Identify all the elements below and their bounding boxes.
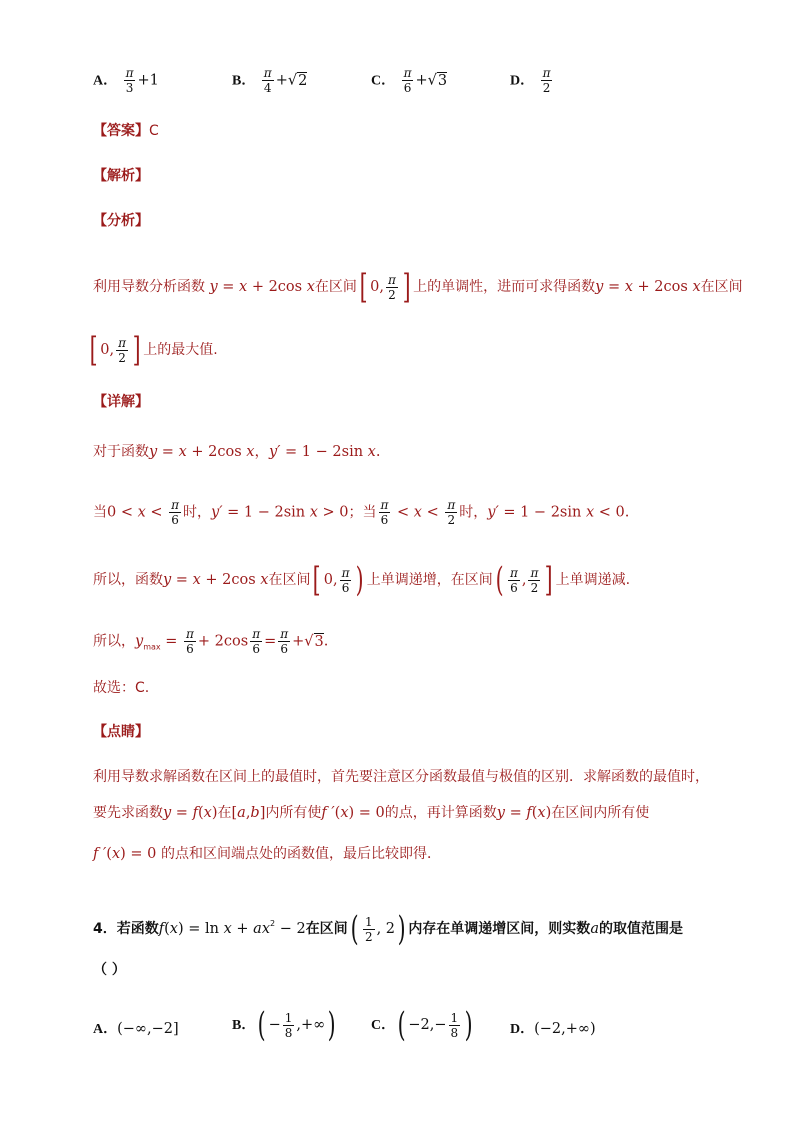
question-4-stem: 4．若函数$f(x) = \ln x + ax^2 - 2$在区间( $\frac{1}{2}$ , 2) 内存在单调递增区间，则实数a的取值范围是 [93, 909, 683, 949]
fenxi-header: 【分析】 [93, 213, 149, 229]
option-c: C． $\frac{\pi}{6}$ +√3 [371, 66, 448, 95]
analysis-header: 【解析】 [93, 168, 149, 184]
detail-line-2: 当0 < x < $\frac{\pi}{6}$ 时，y′ = 1 − 2sin x > 0；当 $\frac{\pi}{6}$ < x < $\frac{\pi}{2}$ 时，y′ = 1 − 2sin x < 0. [93, 498, 630, 527]
dianjing-header: 【点睛】 [93, 724, 149, 740]
question-4-paren: （ ） [93, 962, 126, 978]
detail-line-4: 所以，$y_{max}$ = $\frac{\pi}{6}$ + 2cos $\frac{\pi}{6}$ = $\frac{\pi}{6}$ +√3. [93, 627, 329, 656]
answer-label: 【答案】 [93, 123, 149, 139]
detail-header: 【详解】 [93, 394, 149, 410]
q4-option-c: C．( −2,− $\frac{1}{8}$ ) [371, 1005, 473, 1045]
dianjing-line-1: 利用导数求解函数在区间上的最值时，首先要注意区分函数最值与极值的区别．求解函数的最值时， [93, 769, 709, 785]
detail-line-1: 对于函数y = x + 2cos x，y′ = 1 − 2sin x. [93, 444, 381, 460]
q4-option-a: A．(−∞,−2] [93, 1021, 179, 1037]
option-b: B． $\frac{\pi}{4}$ +√2 [232, 66, 308, 95]
conclusion: 故选：C. [93, 680, 150, 696]
dianjing-line-3: f ′(x) = 0 的点和区间端点处的函数值，最后比较即得． [93, 846, 441, 862]
fenxi-line-2: [ 0, $\frac{\pi}{2}$ ] 上的最大值. [89, 330, 218, 370]
option-d: D． $\frac{\pi}{2}$ [510, 66, 551, 95]
detail-line-3: 所以，函数y = x + 2cos x在区间[ 0, $\frac{\pi}{6}$ ) 上单调递增，在区间( $\frac{\pi}{6}$ , $\frac{\pi}{2}$ ] 上单调递减. [93, 560, 631, 600]
q4-option-b: B．( − $\frac{1}{8}$ ,+∞) [232, 1005, 336, 1045]
dianjing-line-2: 要先求函数y = f(x)在[a,b]内所有使f ′(x) = 0的点，再计算函数y = f(x)在区间内所有使 [93, 805, 650, 821]
q4-option-d: D．(−2,+∞) [510, 1021, 596, 1037]
answer-value: C [149, 123, 159, 139]
option-a: A． $\frac{\pi}{3}$ +1 [93, 66, 159, 95]
fenxi-line-1: 利用导数分析函数 y = x + 2cos x在区间[ 0, $\frac{\pi}{2}$ ] 上的单调性，进而可求得函数y = x + 2cos x在区间 [93, 267, 743, 307]
answer-line [93, 122, 159, 140]
